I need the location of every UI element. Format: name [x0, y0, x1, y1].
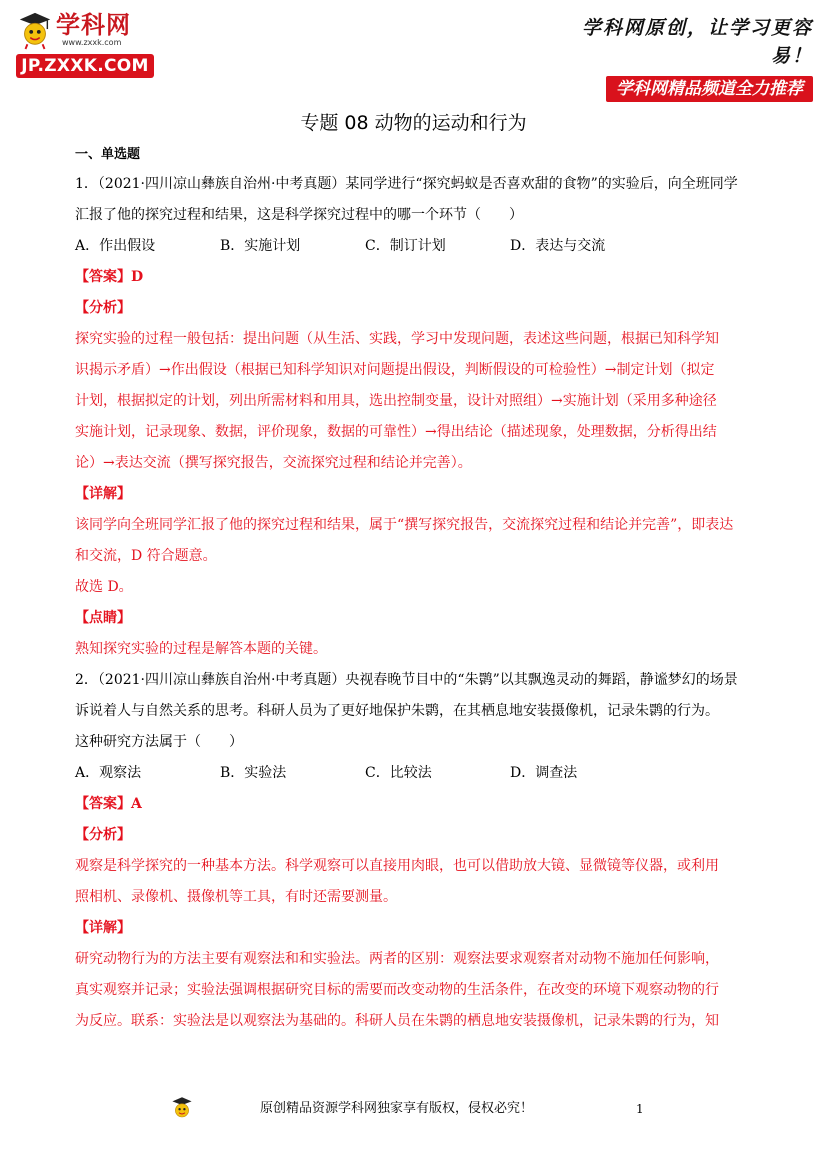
option-list — [75, 758, 755, 789]
graduate-mascot-icon — [16, 10, 54, 50]
option-b: B．实施计划 — [220, 238, 301, 254]
option-d: D．调查法 — [510, 765, 578, 781]
document-body — [75, 145, 755, 1037]
slogan: 学科网原创，让学习更容易！ — [581, 17, 813, 67]
question-stem: 这种研究方法属于（ ） — [75, 734, 243, 750]
option-b: B．实验法 — [220, 765, 287, 781]
option-list — [75, 231, 755, 262]
analysis-line: 观察是科学探究的一种基本方法。科学观察可以直接用肉眼，也可以借助放大镜、显微镜等仪器，或利用 — [75, 858, 719, 874]
question-stem: 汇报了他的探究过程和结果，这是科学探究过程中的哪一个环节（ ） — [75, 207, 523, 223]
option-c: C．比较法 — [365, 765, 432, 781]
logo-url: www.zxxk.com — [62, 38, 122, 47]
analysis-line: 实施计划，记录现象、数据，评价现象，数据的可靠性）→得出结论（描述现象，处理数据，分析得出结 — [75, 424, 717, 440]
detail-line: 为反应。联系：实验法是以观察法为基础的。科研人员在朱鹮的栖息地安装摄像机，记录朱鹮的行为，知 — [75, 1013, 719, 1029]
logo-name: 学科网 — [56, 11, 131, 39]
question-1 — [75, 169, 755, 665]
question-stem: 诉说着人与自然关系的思考。科研人员为了更好地保护朱鹮，在其栖息地安装摄像机，记录朱鹮的行为。 — [75, 703, 719, 719]
question-2 — [75, 665, 755, 1037]
detail-line: 故选 D。 — [75, 579, 133, 595]
analysis-line: 计划，根据拟定的计划，列出所需材料和用具，选出控制变量，设计对照组）→实施计划（采用多种途径 — [75, 393, 717, 409]
tip-line: 熟知探究实验的过程是解答本题的关键。 — [75, 641, 327, 657]
option-c: C．制订计划 — [365, 238, 446, 254]
option-d: D．表达与交流 — [510, 238, 606, 254]
question-stem: 1．（2021·四川凉山彝族自治州·中考真题）某同学进行“探究蚂蚁是否喜欢甜的食物”的实验后，向全班同学 — [75, 176, 738, 192]
site-logo[interactable] — [16, 8, 166, 80]
page-footer — [0, 1094, 827, 1124]
option-a: A．作出假设 — [75, 238, 156, 254]
graduate-mascot-icon — [170, 1094, 194, 1122]
answer-label: 【答案】A — [75, 796, 142, 812]
analysis-line: 探究实验的过程一般包括：提出问题（从生活、实践，学习中发现问题，表述这些问题，根据已知科学知 — [75, 331, 719, 347]
answer-label: 【答案】D — [75, 269, 144, 285]
detail-label: 【详解】 — [75, 920, 131, 936]
question-stem: 2．（2021·四川凉山彝族自治州·中考真题）央视春晚节目中的“朱鹮”以其飘逸灵动的舞蹈，静谧梦幻的场景 — [75, 672, 738, 688]
header-promo — [553, 14, 813, 102]
detail-line: 真实观察并记录；实验法强调根据研究目标的需要而改变动物的生活条件，在改变的环境下观察动物的行 — [75, 982, 719, 998]
tip-label: 【点睛】 — [75, 610, 131, 626]
detail-line: 研究动物行为的方法主要有观察法和和实验法。两者的区别：观察法要求观察者对动物不施加任何影响， — [75, 951, 719, 967]
analysis-label: 【分析】 — [75, 827, 131, 843]
analysis-line: 论）→表达交流（撰写探究报告，交流探究过程和结论并完善）。 — [75, 455, 472, 471]
detail-line: 和交流，D 符合题意。 — [75, 548, 217, 564]
detail-line: 该同学向全班同学汇报了他的探究过程和结果，属于“撰写探究报告，交流探究过程和结论并完善”，即表达 — [75, 517, 734, 533]
logo-banner[interactable]: JP.ZXXK.COM — [16, 54, 154, 78]
analysis-line: 照相机、录像机、摄像机等工具，有时还需要测量。 — [75, 889, 397, 905]
page-number: 1 — [636, 1102, 644, 1116]
analysis-label: 【分析】 — [75, 300, 131, 316]
section-heading: 一、单选题 — [75, 147, 141, 162]
detail-label: 【详解】 — [75, 486, 131, 502]
option-a: A．观察法 — [75, 765, 142, 781]
copyright-notice: 原创精品资源学科网独家享有版权，侵权必究！ — [260, 1101, 534, 1116]
page-title: 专题 08 动物的运动和行为 — [300, 112, 527, 134]
recommend-banner[interactable]: 学科网精品频道全力推荐 — [606, 76, 813, 102]
analysis-line: 识揭示矛盾）→作出假设（根据已知科学知识对问题提出假设，判断假设的可检验性）→制定计划（拟定 — [75, 362, 715, 378]
